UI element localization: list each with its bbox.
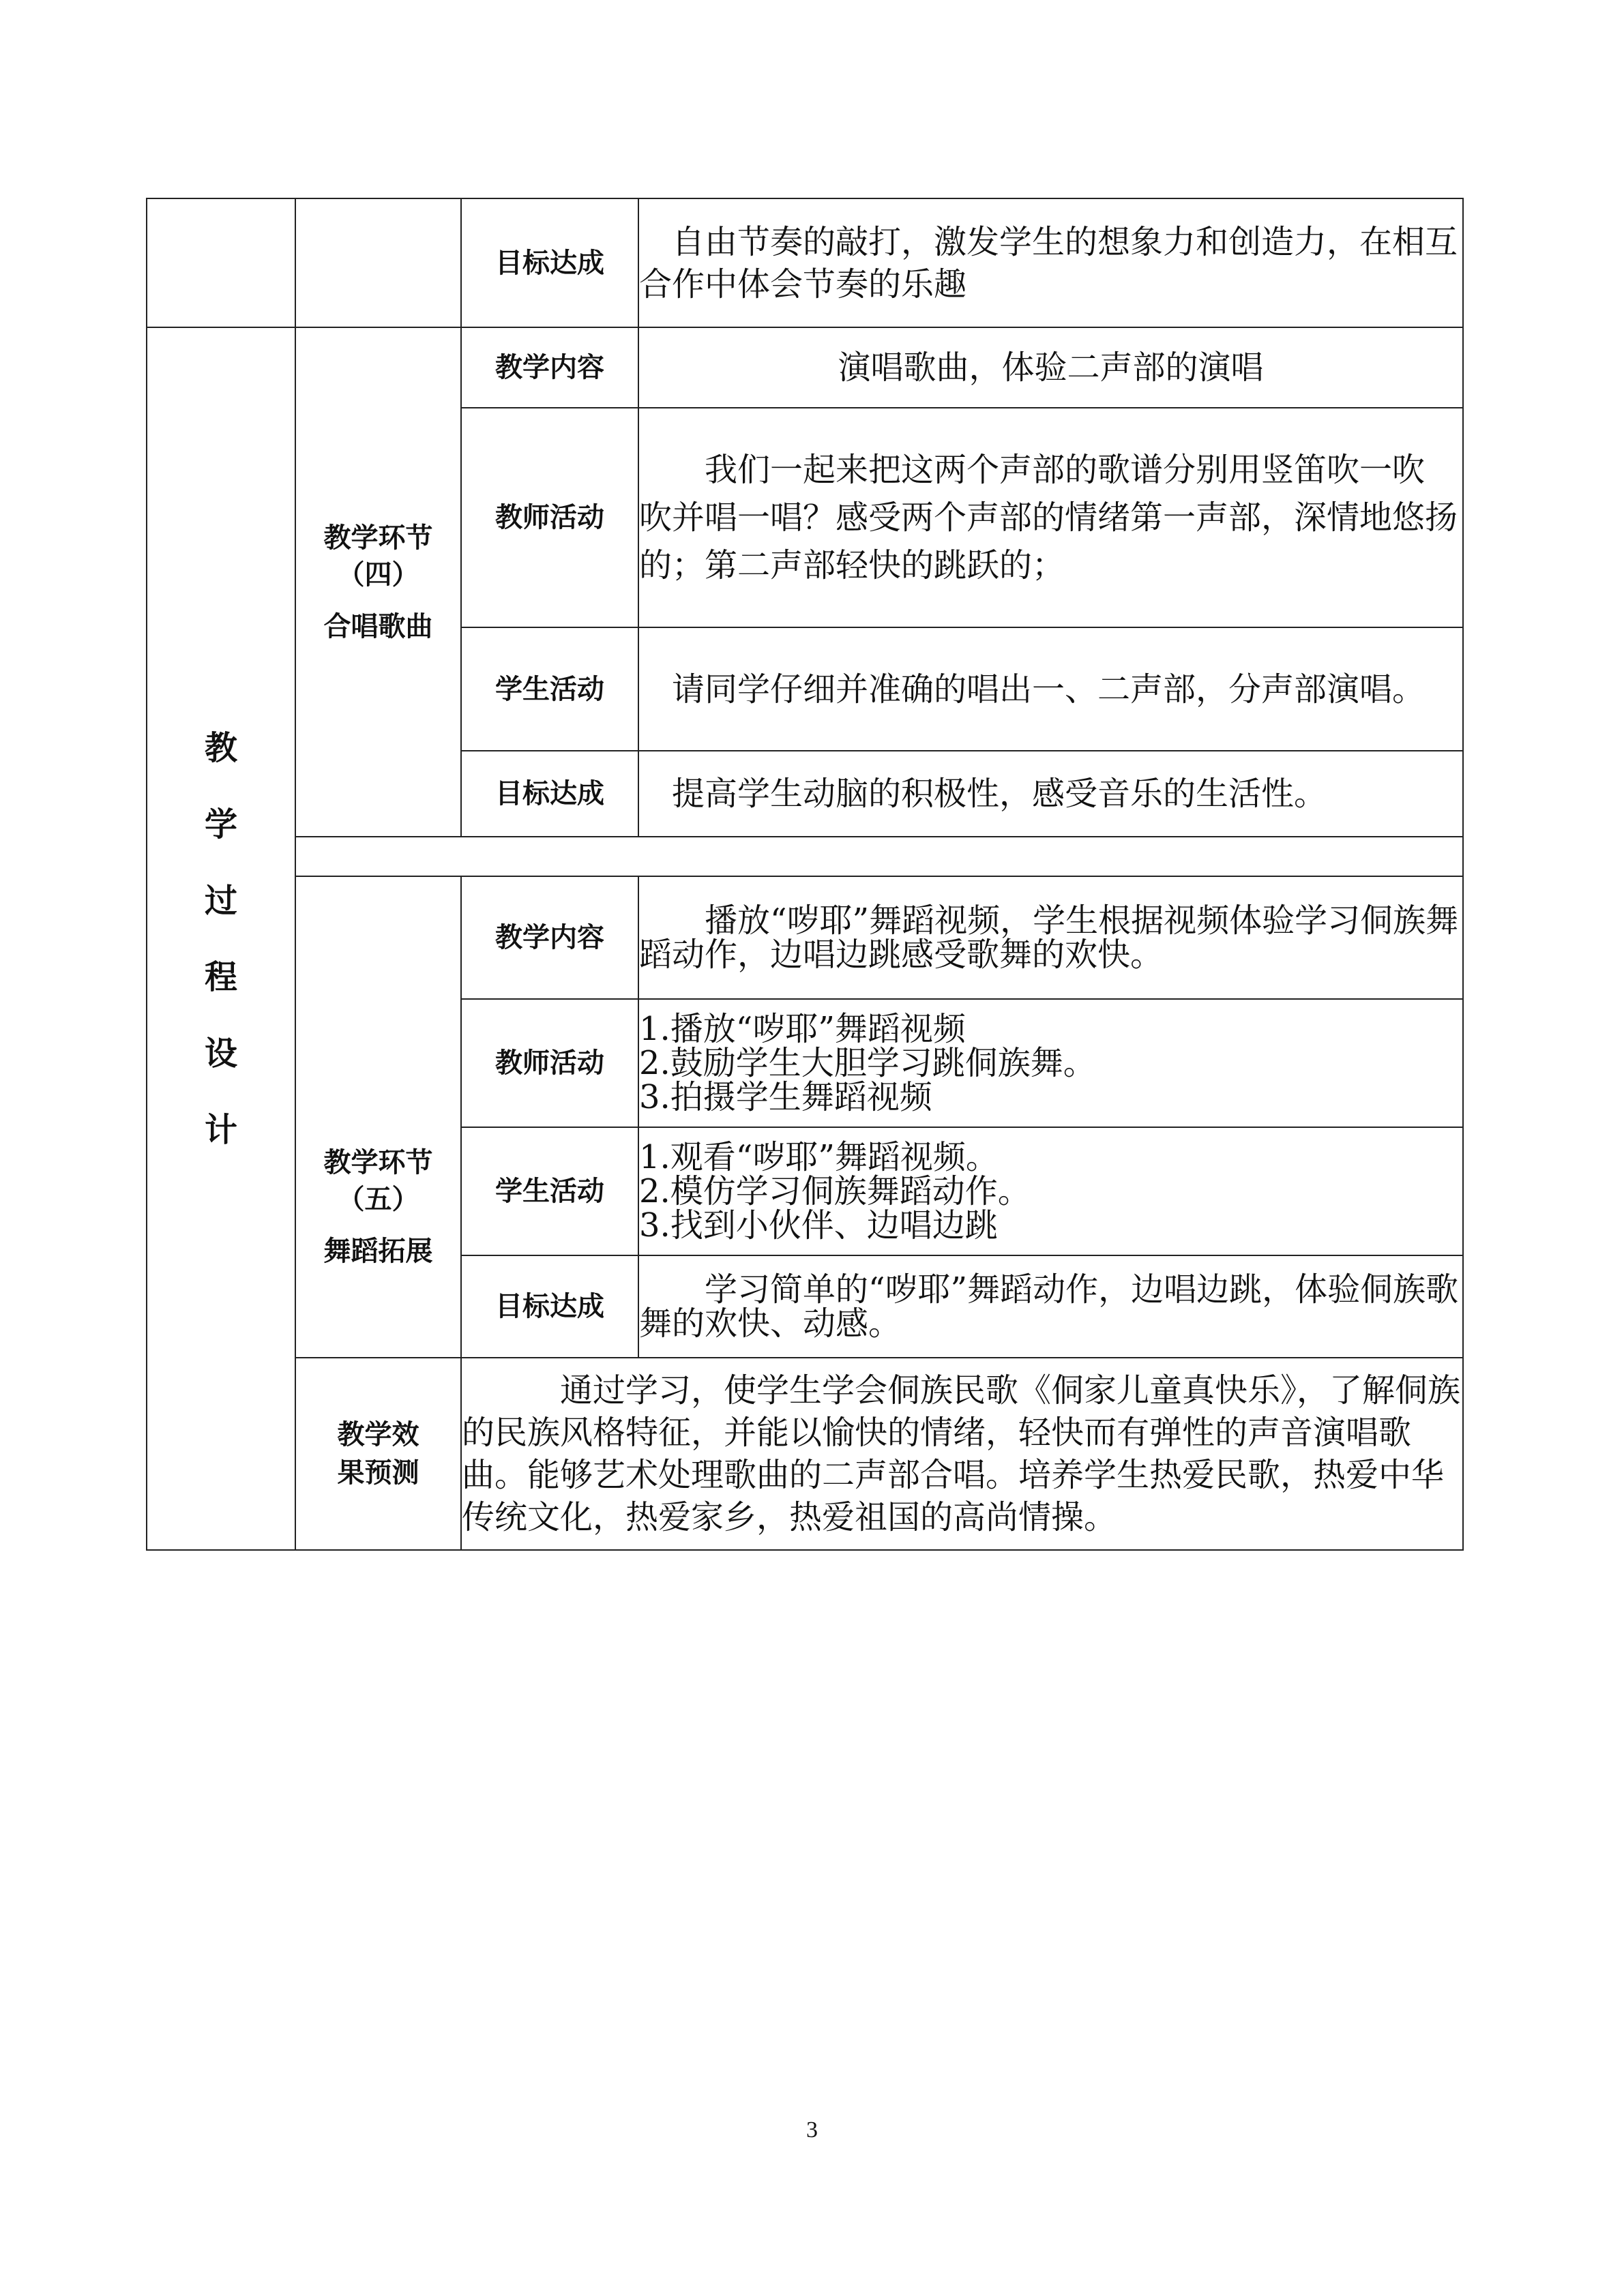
section-number: （五） <box>337 1184 419 1215</box>
goal-label: 目标达成 <box>461 751 638 837</box>
goal-text: 提高学生动脑的积极性，感受音乐的生活性。 <box>638 751 1463 837</box>
effect-text: 通过学习，使学生学会侗族民歌《侗家儿童真快乐》，了解侗族的民族风格特征，并能以愉快的情绪，轻快而有弹性的声音演唱歌曲。能够艺术处理歌曲的二声部合唱。培养学生热爱民歌，热爱中华传统文化，热爱家乡，热爱祖国的高尚情操。 <box>461 1358 1463 1550</box>
vertical-char: 程 <box>204 957 237 996</box>
empty-cell <box>147 198 295 327</box>
effect-label-line: 教学效 <box>337 1419 419 1450</box>
goal-text: 自由节奏的敲打，激发学生的想象力和创造力，在相互合作中体会节奏的乐趣 <box>638 198 1463 327</box>
list-item: 2.鼓励学生大胆学习跳侗族舞。 <box>639 1044 1096 1082</box>
list-item: 2.模仿学习侗族舞蹈动作。 <box>639 1172 1031 1210</box>
section-number: （四） <box>337 558 419 591</box>
table-row <box>147 198 1463 327</box>
list-item: 3.找到小伙伴、边唱边跳 <box>639 1206 998 1244</box>
section5-title <box>295 876 461 1358</box>
table-row <box>147 837 1463 876</box>
section-name: 合唱歌曲 <box>323 610 433 642</box>
effect-label <box>295 1358 461 1550</box>
list-item: 3.拍摄学生舞蹈视频 <box>639 1078 932 1116</box>
vertical-char: 过 <box>204 881 237 920</box>
empty-cell <box>295 198 461 327</box>
teacher-text: 我们一起来把这两个声部的歌谱分别用竖笛吹一吹 吹并唱一唱？感受两个声部的情绪第一声部，深情地悠扬的；第二声部轻快的跳跃的； <box>638 408 1463 627</box>
content-text: 演唱歌曲，体验二声部的演唱 <box>638 327 1463 408</box>
student-list <box>638 1127 1463 1255</box>
lesson-plan-table <box>146 198 1464 1551</box>
teacher-list <box>638 999 1463 1127</box>
teacher-label: 教师活动 <box>461 999 638 1127</box>
list-item: 1.播放“哕耶”舞蹈视频 <box>639 1010 966 1048</box>
vertical-char: 学 <box>204 805 237 844</box>
student-label: 学生活动 <box>461 1127 638 1255</box>
section-title: 教学环节 <box>323 522 433 554</box>
goal-label: 目标达成 <box>461 1255 638 1358</box>
vertical-char: 计 <box>204 1110 237 1149</box>
table-row <box>147 876 1463 999</box>
content-text: 播放“哕耶”舞蹈视频，学生根据视频体验学习侗族舞蹈动作，边唱边跳感受歌舞的欢快。 <box>638 876 1463 999</box>
empty-cell <box>295 837 1463 876</box>
process-design-label <box>147 327 295 1550</box>
teacher-label: 教师活动 <box>461 408 638 627</box>
content-label: 教学内容 <box>461 327 638 408</box>
student-text: 请同学仔细并准确的唱出一、二声部，分声部演唱。 <box>638 627 1463 751</box>
page-number: 3 <box>806 2117 818 2143</box>
list-item: 1.观看“哕耶”舞蹈视频。 <box>639 1138 999 1176</box>
content-label: 教学内容 <box>461 876 638 999</box>
table-row <box>147 1358 1463 1550</box>
goal-label: 目标达成 <box>461 198 638 327</box>
student-label: 学生活动 <box>461 627 638 751</box>
effect-label-line: 果预测 <box>337 1457 419 1489</box>
section-name: 舞蹈拓展 <box>323 1236 433 1267</box>
section4-title <box>295 327 461 837</box>
section-title: 教学环节 <box>323 1147 433 1178</box>
vertical-char: 教 <box>204 728 237 767</box>
table-row <box>147 327 1463 408</box>
goal-text: 学习简单的“哕耶”舞蹈动作，边唱边跳，体验侗族歌舞的欢快、动感。 <box>638 1255 1463 1358</box>
vertical-char: 设 <box>204 1034 237 1073</box>
